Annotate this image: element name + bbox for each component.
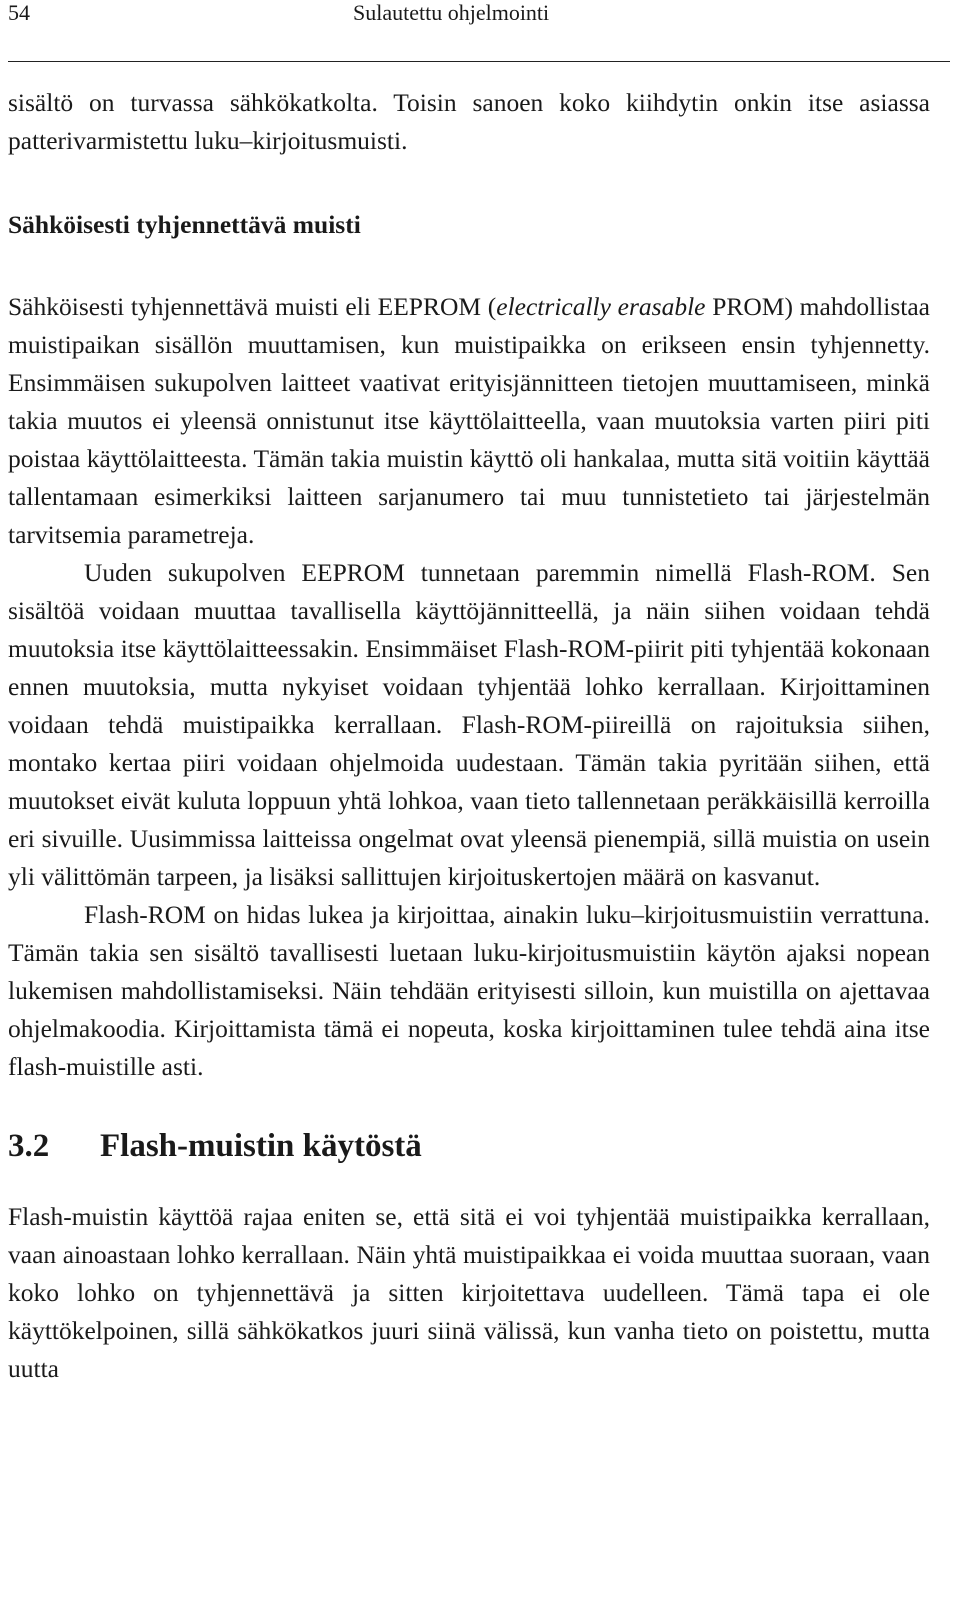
term-electrically-erasable: electrically erasable (496, 292, 706, 321)
page-content (8, 84, 930, 1388)
paragraph-eeprom-rest: PROM) mahdollistaa muistipaikan sisällön muuttamisen, kun muistipaikka on erikseen ensin tyhjennetty. Ensimmäisen sukupolven laitteet vaativat erityisjännitteen tietojen muuttamiseen, minkä takia muutos ei yleensä onnistunut itse käyttölaitteella, vaan muutoksia varten piiri piti poistaa käyttölaitteesta. Tämän takia muistin käyttö oli hankalaa, mutta sitä voitiin käyttää tallentamaan esimerkiksi laitteen sarjanumero tai muu tunnistetieto tai järjestelmän tarvitsemia parametreja. (8, 292, 930, 549)
running-title: Sulautettu ohjelmointi (353, 0, 550, 25)
header-rule (8, 61, 950, 62)
paragraph-eeprom-start: Sähköisesti tyhjennettävä muisti eli EEPROM ( (8, 292, 497, 321)
paragraph-eeprom (8, 288, 930, 554)
paragraph-usage: Flash-muistin käyttöä rajaa eniten se, että sitä ei voi tyhjentää muistipaikka kerrallaan, vaan ainoastaan lohko kerrallaan. Näin yhtä muistipaikkaa ei voida muuttaa suoraan, vaan koko lohko on tyhjennettävä ja sitten kirjoitettava uudelleen. Tämä tapa ei ole käyttökelpoinen, sillä sähkökatkos juuri siinä välissä, kun vanha tieto on poistettu, mutta uutta (8, 1202, 930, 1383)
paragraph-intro: sisältö on turvassa sähkökatkolta. Toisin sanoen koko kiihdytin onkin itse asiassa patterivarmistettu luku–kirjoitusmuisti. (8, 88, 930, 155)
section-heading (8, 1126, 930, 1166)
paragraph-flash-rom: Uuden sukupolven EEPROM tunnetaan paremmin nimellä Flash-ROM. Sen sisältöä voidaan muuttaa tavallisella käyttöjännitteellä, ja näin siihen voidaan tehdä muutoksia itse käyttölaitteessakin. Ensimmäiset Flash-ROM-piirit piti tyhjentää kokonaan ennen muutoksia, mutta nykyiset voidaan tyhjentää lohko kerrallaan. Kirjoittaminen voidaan tehdä muistipaikka kerrallaan. Flash-ROM-piireillä on rajoituksia siihen, montako kertaa piiri voidaan ohjelmoida uudestaan. Tämän takia pyritään siihen, että muutokset eivät kuluta loppuun yhtä lohkoa, vaan tieto tallennetaan peräkkäisillä kerroilla eri sivuille. Uusimmissa laitteissa ongelmat ovat yleensä pienempiä, sillä muistia on usein yli välittömän tarpeen, ja lisäksi sallittujen kirjoituskertojen määrä on kasvanut. (8, 558, 930, 891)
page-header (8, 0, 950, 40)
section-number: 3.2 (8, 1128, 50, 1164)
page-number: 54 (8, 0, 30, 25)
paragraph-flash-slow: Flash-ROM on hidas lukea ja kirjoittaa, ainakin luku–kirjoitusmuistiin verrattuna. Tämän takia sen sisältö tavallisesti luetaan luku-kirjoitusmuistiin käytön ajaksi nopean lukemisen mahdollistamiseksi. Näin tehdään erityisesti silloin, kun muistilla on ajettavaa ohjelmakoodia. Kirjoittamista tämä ei nopeuta, koska kirjoittaminen tulee tehdä aina itse flash-muistille asti. (8, 900, 930, 1081)
section-title: Flash-muistin käytöstä (100, 1128, 422, 1164)
subheading-eeprom: Sähköisesti tyhjennettävä muisti (8, 210, 361, 239)
